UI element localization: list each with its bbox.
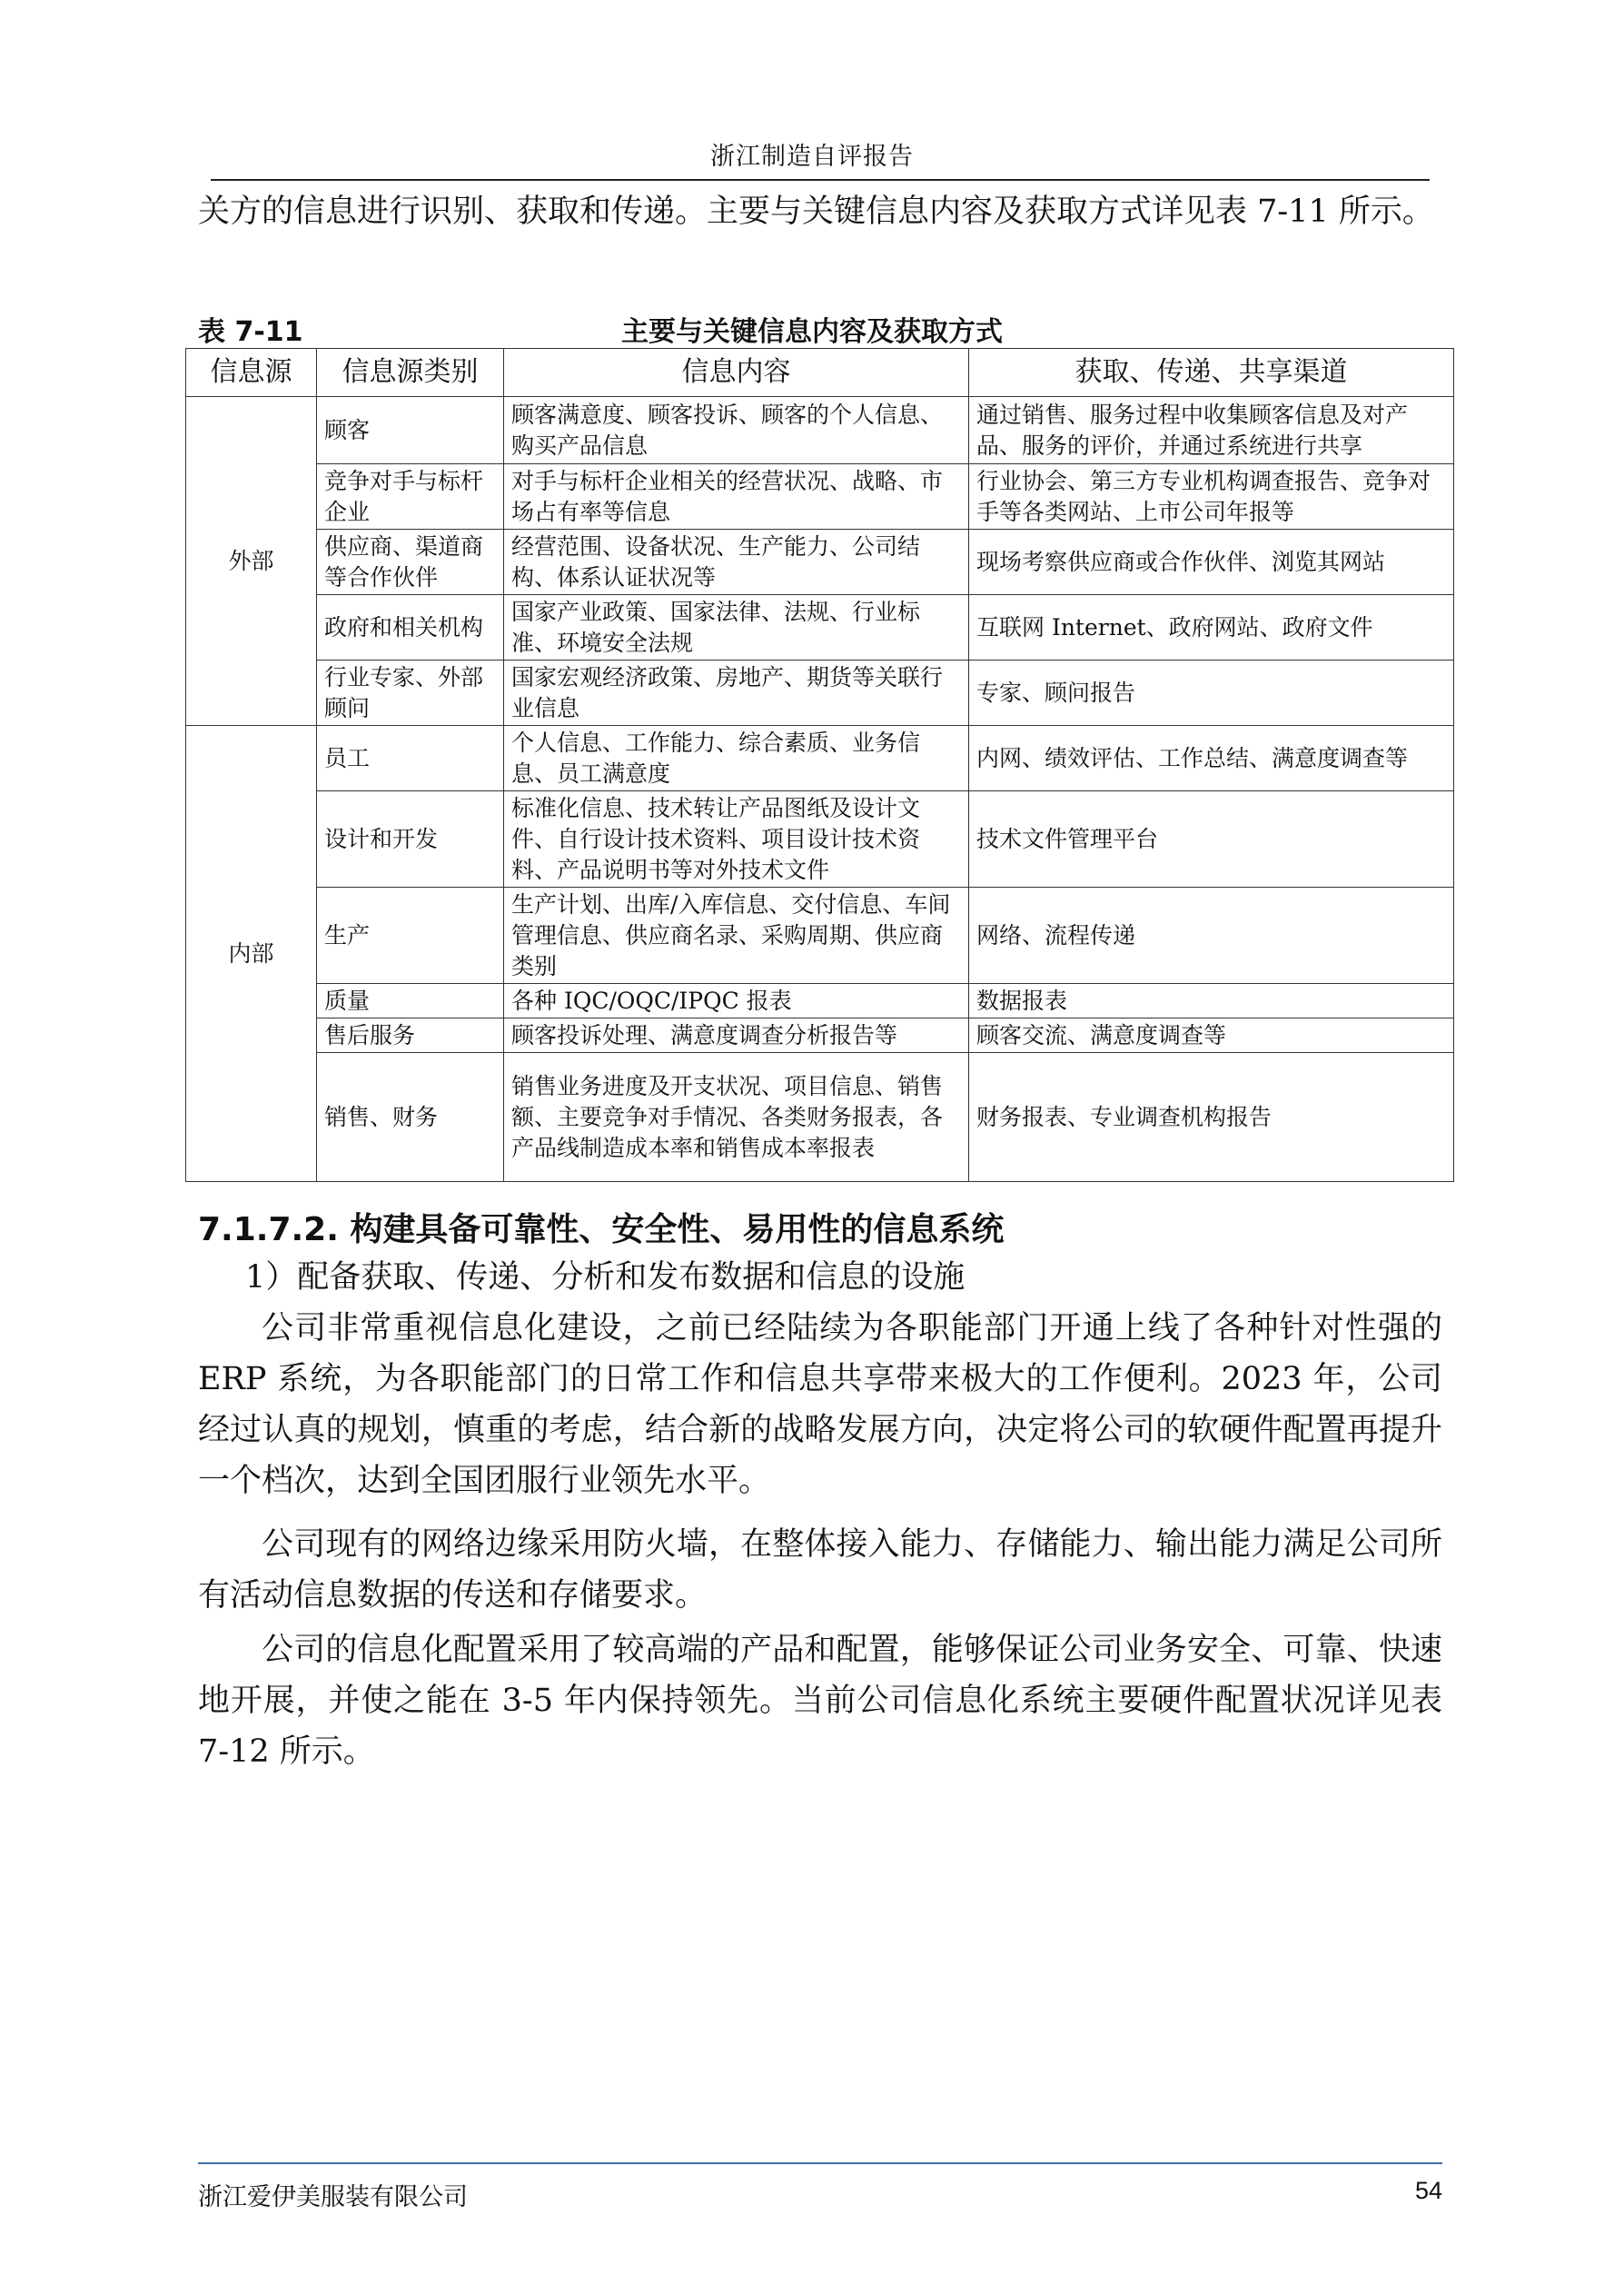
category-cell: 行业专家、外部顾问 [317, 661, 504, 726]
content-cell: 国家宏观经济政策、房地产、期货等关联行业信息 [504, 661, 969, 726]
column-header: 获取、传递、共享渠道 [969, 349, 1454, 397]
table-number: 表 7-11 [198, 316, 303, 348]
column-header: 信息源 [186, 349, 317, 397]
table-row [186, 1053, 1454, 1182]
page-number: 54 [1414, 2177, 1442, 2204]
channel-cell: 财务报表、专业调查机构报告 [969, 1053, 1454, 1182]
table-row [186, 661, 1454, 726]
table-row [186, 726, 1454, 791]
channel-cell: 现场考察供应商或合作伙伴、浏览其网站 [969, 530, 1454, 595]
category-cell: 质量 [317, 984, 504, 1018]
info-sources-table [185, 348, 1454, 1182]
category-cell: 售后服务 [317, 1018, 504, 1053]
table-row [186, 888, 1454, 984]
content-cell: 经营范围、设备状况、生产能力、公司结构、体系认证状况等 [504, 530, 969, 595]
table-row [186, 1018, 1454, 1053]
content-cell: 各种 IQC/OQC/IPQC 报表 [504, 984, 969, 1018]
table-row [186, 595, 1454, 661]
channel-cell: 技术文件管理平台 [969, 791, 1454, 888]
channel-cell: 互联网 Internet、政府网站、政府文件 [969, 595, 1454, 661]
table-row [186, 464, 1454, 530]
content-cell: 顾客投诉处理、满意度调查分析报告等 [504, 1018, 969, 1053]
source-group-cell: 外部 [186, 397, 317, 726]
table-row [186, 397, 1454, 464]
category-cell: 生产 [317, 888, 504, 984]
table-row [186, 984, 1454, 1018]
body-paragraph: 公司现有的网络边缘采用防火墙，在整体接入能力、存储能力、输出能力满足公司所有活动信息数据的传送和存储要求。 [198, 1526, 1442, 1614]
channel-cell: 顾客交流、满意度调查等 [969, 1018, 1454, 1053]
content-cell: 标准化信息、技术转让产品图纸及设计文件、自行设计技术资料、项目设计技术资料、产品说明书等对外技术文件 [504, 791, 969, 888]
table-title: 主要与关键信息内容及获取方式 [621, 316, 1003, 348]
channel-cell: 专家、顾问报告 [969, 661, 1454, 726]
column-header: 信息源类别 [317, 349, 504, 397]
header-title: 浙江制造自评报告 [710, 143, 914, 171]
intro-paragraph: 关方的信息进行识别、获取和传递。主要与关键信息内容及获取方式详见表 7-11 所示。 [198, 194, 1434, 230]
list-item: 1）配备获取、传递、分析和发布数据和信息的设施 [245, 1259, 965, 1296]
category-cell: 员工 [317, 726, 504, 791]
content-cell: 国家产业政策、国家法律、法规、行业标准、环境安全法规 [504, 595, 969, 661]
category-cell: 政府和相关机构 [317, 595, 504, 661]
channel-cell: 内网、绩效评估、工作总结、满意度调查等 [969, 726, 1454, 791]
header-divider [211, 179, 1430, 181]
channel-cell: 网络、流程传递 [969, 888, 1454, 984]
category-cell: 销售、财务 [317, 1053, 504, 1182]
table-row [186, 791, 1454, 888]
category-cell: 顾客 [317, 397, 504, 464]
body-paragraph: 公司非常重视信息化建设，之前已经陆续为各职能部门开通上线了各种针对性强的 ERP 系统，为各职能部门的日常工作和信息共享带来极大的工作便利。2023 年，公司经过认真的规划，慎重的考虑，结合新的战略发展方向，决定将公司的软硬件配置再提升一个档次，达到全国团服行业领先水平。 [198, 1310, 1442, 1499]
content-cell: 顾客满意度、顾客投诉、顾客的个人信息、购买产品信息 [504, 397, 969, 464]
source-group-cell: 内部 [186, 726, 317, 1182]
footer-divider [198, 2162, 1442, 2164]
column-header: 信息内容 [504, 349, 969, 397]
content-cell: 个人信息、工作能力、综合素质、业务信息、员工满意度 [504, 726, 969, 791]
table-header-row [186, 349, 1454, 397]
channel-cell: 数据报表 [969, 984, 1454, 1018]
section-heading: 7.1.7.2. 构建具备可靠性、安全性、易用性的信息系统 [198, 1211, 1005, 1248]
table-row [186, 530, 1454, 595]
content-cell: 销售业务进度及开支状况、项目信息、销售额、主要竞争对手情况、各类财务报表，各产品线制造成本率和销售成本率报表 [504, 1053, 969, 1182]
category-cell: 供应商、渠道商等合作伙伴 [317, 530, 504, 595]
body-paragraph: 公司的信息化配置采用了较高端的产品和配置，能够保证公司业务安全、可靠、快速地开展，并使之能在 3-5 年内保持领先。当前公司信息化系统主要硬件配置状况详见表 7-12 所示。 [198, 1632, 1442, 1770]
content-cell: 生产计划、出库/入库信息、交付信息、车间管理信息、供应商名录、采购周期、供应商类别 [504, 888, 969, 984]
category-cell: 设计和开发 [317, 791, 504, 888]
content-cell: 对手与标杆企业相关的经营状况、战略、市场占有率等信息 [504, 464, 969, 530]
channel-cell: 行业协会、第三方专业机构调查报告、竞争对手等各类网站、上市公司年报等 [969, 464, 1454, 530]
category-cell: 竞争对手与标杆企业 [317, 464, 504, 530]
footer-company: 浙江爱伊美服装有限公司 [198, 2183, 468, 2211]
channel-cell: 通过销售、服务过程中收集顾客信息及对产品、服务的评价，并通过系统进行共享 [969, 397, 1454, 464]
